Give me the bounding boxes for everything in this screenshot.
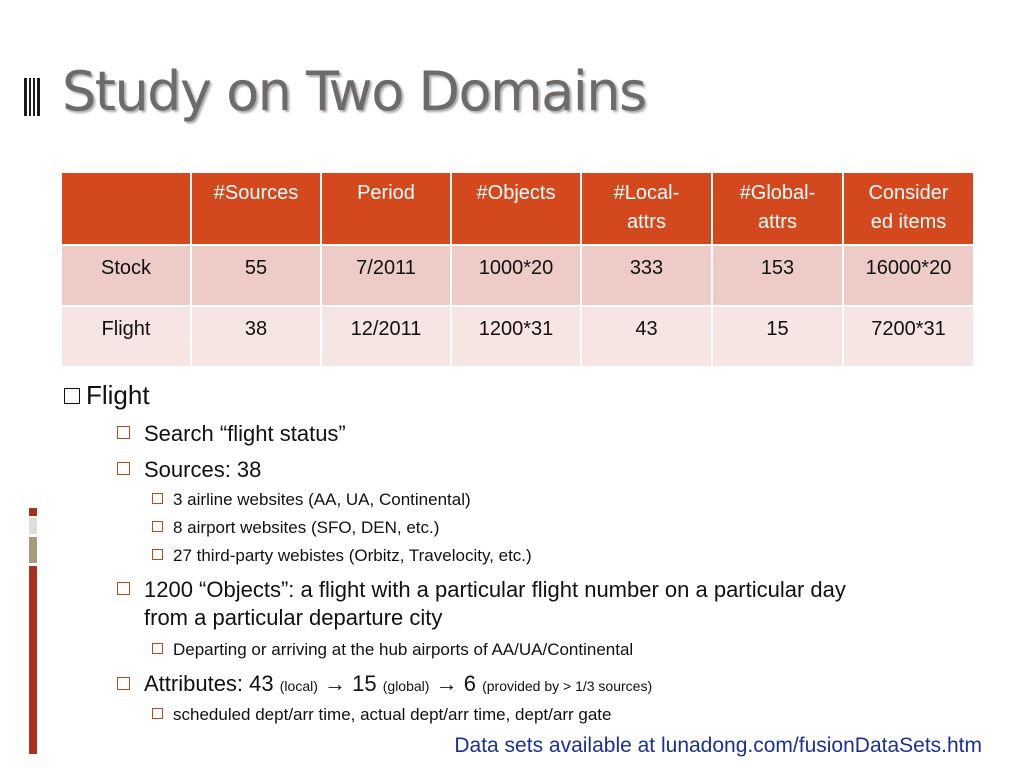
header-cell-empty xyxy=(61,172,191,245)
checkbox-bullet-icon xyxy=(152,549,163,560)
table-row xyxy=(61,245,974,306)
sidebar-accent-light xyxy=(29,518,37,534)
bullet-sources: Sources: 38 xyxy=(144,457,262,482)
table-cell: 1200*31 xyxy=(451,306,581,367)
table-row xyxy=(61,306,974,367)
table-header-row xyxy=(61,172,974,245)
table-cell: 333 xyxy=(581,245,712,306)
table-cell: Flight xyxy=(61,306,191,367)
attr-prefix: Attributes: xyxy=(144,671,250,696)
bullet-airline-sites: 3 airline websites (AA, UA, Continental) xyxy=(173,490,471,509)
bullet-departing: Departing or arriving at the hub airports of AA/UA/Continental xyxy=(173,640,634,659)
checkbox-bullet-icon xyxy=(152,708,163,719)
bullet-flight: Flight xyxy=(86,380,150,410)
bullet-search: Search “flight status” xyxy=(144,421,346,446)
sidebar-accent-red-top xyxy=(29,508,37,516)
table-cell: 55 xyxy=(191,245,321,306)
table-cell: 1000*20 xyxy=(451,245,581,306)
checkbox-bullet-icon xyxy=(117,462,130,475)
attr-global-count: 15 xyxy=(352,671,377,696)
attr-provided-count: 6 xyxy=(463,671,476,696)
header-cell-period: Period xyxy=(321,172,451,245)
attr-local-count: 43 xyxy=(249,671,274,696)
header-cell-global-attrs: #Global- attrs xyxy=(712,172,843,245)
table-cell: 7200*31 xyxy=(843,306,974,367)
datasets-link[interactable]: Data sets available at lunadong.com/fusionDataSets.htm xyxy=(454,734,982,757)
table-cell: 38 xyxy=(191,306,321,367)
header-cell-considered-items: Consider ed items xyxy=(843,172,974,245)
bullet-scheduled: scheduled dept/arr time, actual dept/arr time, dept/arr gate xyxy=(173,705,612,724)
bullet-attributes xyxy=(144,671,652,697)
attr-local-label: (local) xyxy=(279,678,318,694)
checkbox-bullet-icon xyxy=(117,582,130,595)
sidebar-accent-tan xyxy=(29,537,37,563)
checkbox-bullet-icon xyxy=(152,643,163,654)
header-cell-local-attrs: #Local- attrs xyxy=(581,172,712,245)
checkbox-bullet-icon xyxy=(117,426,130,439)
table-cell: Stock xyxy=(61,245,191,306)
checkbox-bullet-icon xyxy=(152,493,163,504)
table-cell: 12/2011 xyxy=(321,306,451,367)
attr-provided-label: (provided by > 1/3 sources) xyxy=(482,678,653,694)
attr-global-label: (global) xyxy=(382,678,430,694)
domains-table xyxy=(60,171,975,368)
table-cell: 43 xyxy=(581,306,712,367)
checkbox-bullet-icon xyxy=(117,677,130,690)
table-cell: 153 xyxy=(712,245,843,306)
checkbox-bullet-icon xyxy=(64,388,80,404)
bullet-objects-line1: 1200 “Objects”: a flight with a particular flight number on a particular day xyxy=(144,577,846,602)
bullet-objects-line2: from a particular departure city xyxy=(144,605,443,630)
table-cell: 7/2011 xyxy=(321,245,451,306)
bullet-airport-sites: 8 airport websites (SFO, DEN, etc.) xyxy=(173,518,440,537)
bullet-third-party-sites: 27 third-party webistes (Orbitz, Travelocity, etc.) xyxy=(173,546,532,565)
right-arrow-icon: → xyxy=(324,671,347,696)
slide-title: Study on Two Domains xyxy=(62,60,646,123)
title-marker-icon xyxy=(24,78,40,116)
table-cell: 16000*20 xyxy=(843,245,974,306)
sidebar-accent-red-bar xyxy=(29,566,37,754)
table-cell: 15 xyxy=(712,306,843,367)
header-cell-objects: #Objects xyxy=(451,172,581,245)
checkbox-bullet-icon xyxy=(152,521,163,532)
header-cell-sources: #Sources xyxy=(191,172,321,245)
right-arrow-icon: → xyxy=(435,671,458,696)
